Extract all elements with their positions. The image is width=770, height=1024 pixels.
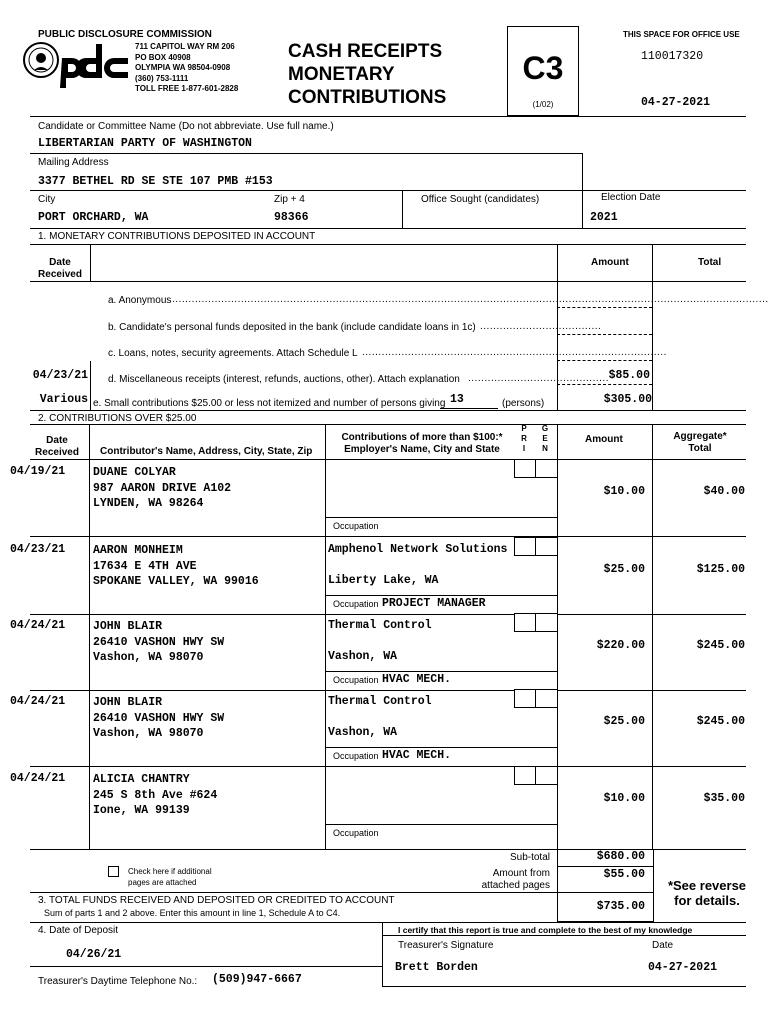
aggregate-header: Aggregate* Total (673, 431, 727, 454)
section3-title: 3. TOTAL FUNDS RECEIVED AND DEPOSITED OR CREDITED TO ACCOUNT (38, 895, 395, 906)
occupation-label: Occupation (333, 521, 379, 531)
contributor-address: 245 S 8th Ave #624 (93, 788, 218, 802)
contribution-amount: $10.00 (603, 485, 645, 498)
aggregate-total: $35.00 (703, 792, 745, 805)
section3-subtitle: Sum of parts 1 and 2 above. Enter this amount in line 1, Schedule A to C4. (44, 908, 341, 918)
employer-name: Amphenol Network Solutions (328, 543, 508, 556)
office-use-label: THIS SPACE FOR OFFICE USE (623, 30, 740, 39)
contributor-name: AARON MONHEIM (93, 544, 183, 557)
city-value: PORT ORCHARD, WA (38, 211, 149, 224)
contributor-city: Vashon, WA 98070 (93, 651, 204, 664)
contributor-address: 17634 E 4TH AVE (93, 559, 197, 573)
occupation-label: Occupation (333, 675, 379, 685)
attached-value: $55.00 (603, 868, 645, 881)
contributor-info (93, 772, 217, 819)
contributor-name: ALICIA CHANTRY (93, 773, 190, 786)
form-revision: (1/02) (532, 100, 554, 109)
contributor-name: JOHN BLAIR (93, 620, 163, 633)
additional-pages-label: Check here if additional pages are attached (128, 867, 212, 887)
section1-total-header: Total (698, 257, 722, 268)
employer-header: Contributions of more than $100:* Employer's Name, City and State (341, 432, 503, 455)
occupation-value: HVAC MECH. (382, 673, 452, 686)
line-a-label: a. Anonymous (108, 295, 172, 306)
occupation-label: Occupation (333, 751, 379, 761)
employer-city: Liberty Lake, WA (328, 574, 439, 587)
row-date: 04/24/21 (10, 772, 66, 785)
subtotal-label: Sub-total (509, 852, 550, 863)
row-date: 04/24/21 (10, 619, 66, 632)
treasurer-phone: (509)947-6667 (212, 973, 302, 986)
zip-label: Zip + 4 (274, 194, 305, 205)
contributor-name: DUANE COLYAR (93, 466, 176, 479)
zip-value: 98366 (274, 211, 309, 224)
contributor-header: Contributor's Name, Address, City, State, Zip (100, 446, 313, 457)
signature-label: Treasurer's Signature (398, 940, 494, 951)
signature-date: 04-27-2021 (648, 961, 718, 974)
line-d-date: 04/23/21 (32, 369, 88, 382)
primary-checkbox[interactable] (514, 689, 536, 708)
deposit-date: 04/26/21 (66, 948, 122, 961)
line-e-label: e. Small contributions $25.00 or less not itemized and number of persons giving (93, 398, 446, 409)
line-e-date: Various (39, 393, 88, 406)
row-date: 04/19/21 (10, 465, 66, 478)
contributor-city: SPOKANE VALLEY, WA 99016 (93, 575, 259, 588)
contributor-address: 26410 VASHON HWY SW (93, 711, 225, 725)
row-date: 04/24/21 (10, 695, 66, 708)
grand-total: $735.00 (596, 900, 645, 913)
contributor-city: Vashon, WA 98070 (93, 727, 204, 740)
aggregate-total: $40.00 (703, 485, 745, 498)
contributor-name: JOHN BLAIR (93, 696, 163, 709)
employer-city: Vashon, WA (328, 726, 398, 739)
form-title: CASH RECEIPTS MONETARY CONTRIBUTIONS (288, 41, 447, 108)
general-checkbox[interactable] (535, 689, 558, 708)
occupation-value: HVAC MECH. (382, 749, 452, 762)
section2-title: 2. CONTRIBUTIONS OVER $25.00 (38, 413, 197, 424)
contributor-info (93, 543, 259, 590)
aggregate-total: $125.00 (696, 563, 745, 576)
contribution-amount: $10.00 (603, 792, 645, 805)
primary-checkbox[interactable] (514, 537, 536, 556)
employer-name: Thermal Control (328, 695, 432, 708)
occupation-label: Occupation (333, 828, 379, 838)
city-label: City (38, 194, 56, 205)
see-reverse-note: *See reverse for details. (667, 878, 747, 908)
contributor-info (93, 465, 231, 512)
primary-checkbox[interactable] (514, 613, 536, 632)
election-date-label: Election Date (601, 192, 661, 203)
section1-date-header: Date Received (38, 257, 82, 280)
aggregate-total: $245.00 (696, 639, 745, 652)
amount-header: Amount (585, 434, 623, 445)
phone-label: Treasurer's Daytime Telephone No.: (38, 976, 198, 987)
general-checkbox[interactable] (535, 766, 558, 785)
form-code: C3 (522, 50, 564, 86)
certification-text: I certify that this report is true and complete to the best of my knowledge (398, 925, 693, 935)
additional-pages-checkbox[interactable] (108, 866, 119, 877)
primary-checkbox[interactable] (514, 459, 536, 478)
pdc-logo (22, 40, 132, 90)
section1-amount-header: Amount (591, 257, 629, 268)
contributor-city: Ione, WA 99139 (93, 804, 190, 817)
office-sought-label: Office Sought (candidates) (421, 194, 540, 205)
pri-header: P R I (521, 424, 527, 453)
row-date: 04/23/21 (10, 543, 66, 556)
treasurer-signature: Brett Borden (395, 961, 478, 974)
contribution-amount: $220.00 (596, 639, 645, 652)
deposit-date-label: 4. Date of Deposit (38, 925, 119, 936)
mailing-address-label: Mailing Address (38, 157, 109, 168)
line-d-label: d. Miscellaneous receipts (interest, refunds, auctions, other). Attach explanation (108, 374, 460, 385)
agency-address: 711 CAPITOL WAY RM 206 PO BOX 40908 OLYMPIA WA 98504-0908 (360) 753-1111 TOLL FREE 1-877-601-2828 (135, 42, 239, 93)
mailing-address: 3377 BETHEL RD SE STE 107 PMB #153 (38, 175, 273, 188)
aggregate-total: $245.00 (696, 715, 745, 728)
contributor-city: LYNDEN, WA 98264 (93, 497, 204, 510)
employer-city: Vashon, WA (328, 650, 398, 663)
agency-name: PUBLIC DISCLOSURE COMMISSION (38, 29, 212, 40)
general-checkbox[interactable] (535, 613, 558, 632)
section2-date-header: Date Received (35, 435, 79, 458)
line-d-amount: $85.00 (608, 369, 650, 382)
signature-date-label: Date (652, 940, 674, 951)
line-e-total: $305.00 (603, 393, 652, 406)
line-b-label: b. Candidate's personal funds deposited in the bank (include candidate loans in 1c) (108, 322, 476, 333)
line-c-label: c. Loans, notes, security agreements. Attach Schedule L (108, 348, 358, 359)
committee-name-label: Candidate or Committee Name (Do not abbreviate. Use full name.) (38, 121, 334, 132)
attached-label: Amount from attached pages (481, 868, 550, 891)
contributor-address: 987 AARON DRIVE A102 (93, 481, 232, 495)
subtotal-value: $680.00 (596, 850, 645, 863)
contribution-amount: $25.00 (603, 563, 645, 576)
section1-title: 1. MONETARY CONTRIBUTIONS DEPOSITED IN ACCOUNT (38, 231, 316, 242)
line-e-persons-label: (persons) (502, 398, 545, 409)
general-checkbox[interactable] (535, 537, 558, 556)
occupation-value: PROJECT MANAGER (382, 597, 486, 610)
office-number: 110017320 (641, 50, 704, 63)
primary-checkbox[interactable] (514, 766, 536, 785)
occupation-label: Occupation (333, 599, 379, 609)
election-date-value: 2021 (590, 211, 618, 224)
contributor-address: 26410 VASHON HWY SW (93, 635, 225, 649)
office-date: 04-27-2021 (641, 96, 711, 109)
contribution-amount: $25.00 (603, 715, 645, 728)
committee-name: LIBERTARIAN PARTY OF WASHINGTON (38, 137, 252, 150)
seal-icon (22, 40, 132, 90)
contributor-info (93, 695, 224, 742)
contributor-info (93, 619, 224, 666)
general-checkbox[interactable] (535, 459, 558, 478)
employer-name: Thermal Control (328, 619, 432, 632)
gen-header: G E N (541, 424, 549, 453)
line-e-persons: 13 (450, 393, 464, 406)
